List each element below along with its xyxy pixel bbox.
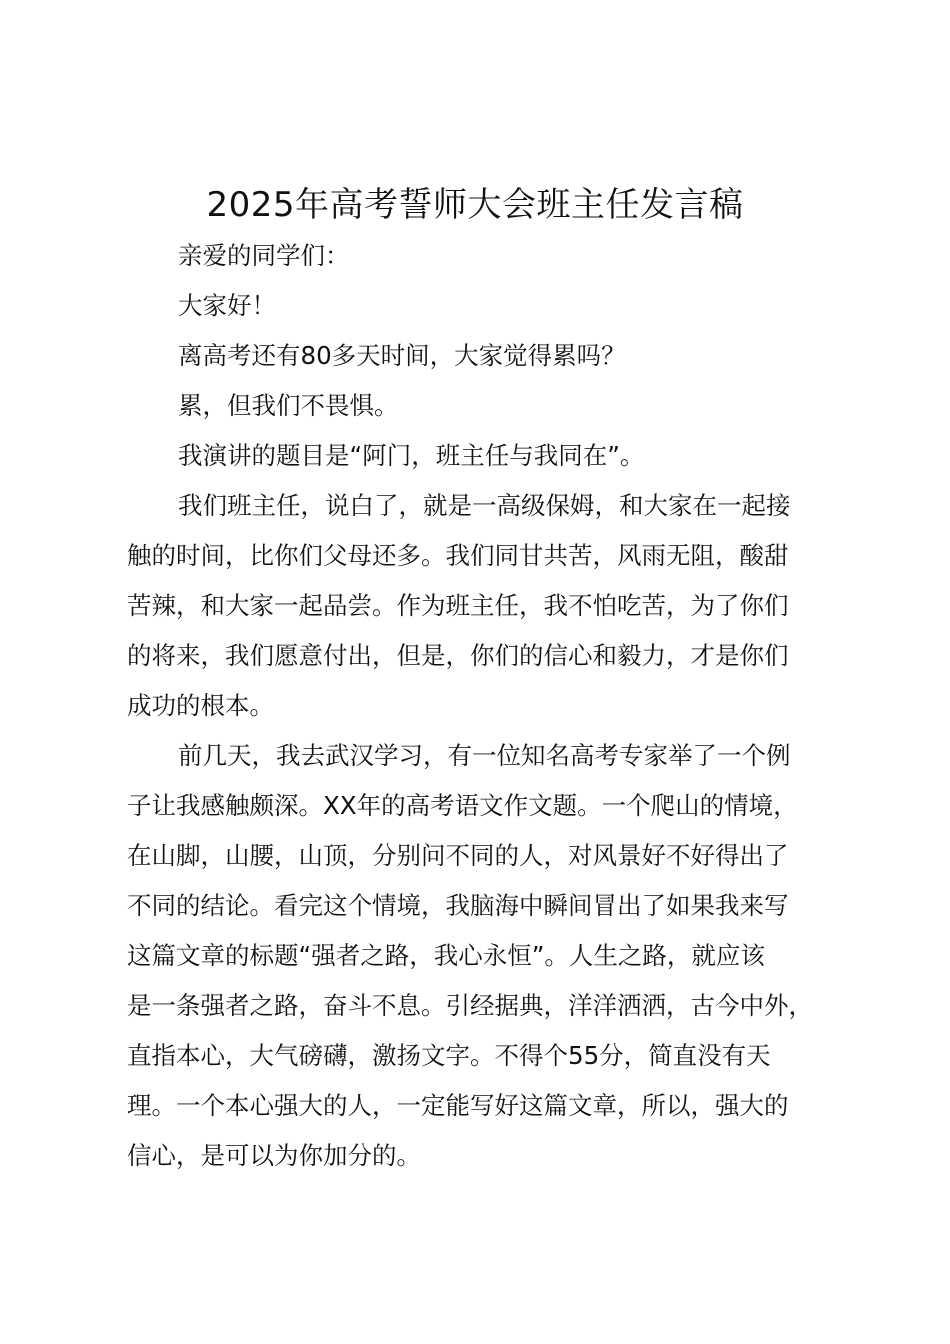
paragraph-line: 苦辣，和大家一起品尝。作为班主任，我不怕吃苦，为了你们 [127,591,789,620]
paragraph-line: 这篇文章的标题“强者之路，我心永恒”。人生之路，就应该 [127,941,765,970]
paragraph-line: 在山脚，山腰，山顶，分别问不同的人，对风景好不好得出了 [127,841,789,870]
paragraph-line: 累，但我们不畏惧。 [178,391,399,420]
paragraph-line: 信心，是可以为你加分的。 [127,1141,421,1170]
paragraph-line: 是一条强者之路，奋斗不息。引经据典，洋洋洒洒，古今中外， [127,991,813,1020]
paragraph-line: 前几天，我去武汉学习，有一位知名高考专家举了一个例 [178,741,791,770]
paragraph-line: 直指本心，大气磅礴，激扬文字。不得个55分，简直没有天 [127,1041,771,1070]
paragraph-line: 不同的结论。看完这个情境，我脑海中瞬间冒出了如果我来写 [127,891,789,920]
paragraph-line: 子让我感触颇深。XX年的高考语文作文题。一个爬山的情境， [127,791,798,820]
paragraph-line: 我们班主任，说白了，就是一高级保姆，和大家在一起接 [178,491,791,520]
paragraph-line: 离高考还有80多天时间，大家觉得累吗？ [178,341,626,370]
paragraph-line: 我演讲的题目是“阿门，班主任与我同在”。 [178,441,645,470]
paragraph-line: 触的时间，比你们父母还多。我们同甘共苦，风雨无阻，酸甜 [127,541,789,570]
salutation-line: 亲爱的同学们： [178,241,350,270]
paragraph-line: 理。一个本心强大的人，一定能写好这篇文章，所以，强大的 [127,1091,789,1120]
paragraph-line: 的将来，我们愿意付出，但是，你们的信心和毅力，才是你们 [127,641,789,670]
paragraph-line: 成功的根本。 [127,691,274,720]
document-title: 2025年高考誓师大会班主任发言稿 [206,185,744,225]
greeting-line: 大家好！ [178,291,276,320]
